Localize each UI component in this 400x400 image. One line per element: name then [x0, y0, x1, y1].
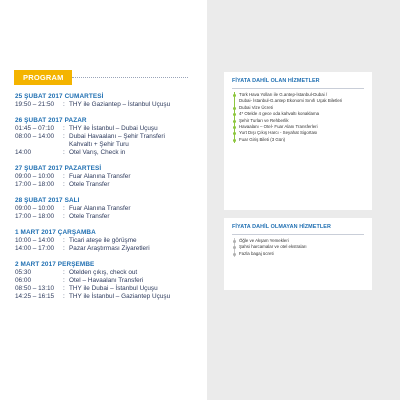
excluded-services-panel [224, 218, 372, 290]
row-separator: : [63, 285, 65, 292]
schedule-row [15, 181, 200, 189]
list-item-text: Şehir Turları ve Rehberlik [239, 117, 289, 123]
schedule-row [15, 125, 200, 133]
row-description: Otele Transfer [69, 213, 110, 220]
excluded-services-list [234, 238, 372, 257]
row-description: Fuar Alanına Transfer [69, 173, 131, 180]
list-item [239, 251, 372, 257]
row-separator: : [63, 277, 65, 284]
row-time: 19:50 – 21:50 [15, 101, 55, 108]
row-description: Kahvaltı + Şehir Turu [69, 141, 129, 148]
day-block [15, 165, 200, 189]
list-item-text: Fazla bagaj ücreti [239, 250, 274, 256]
schedule-row [15, 277, 200, 285]
row-separator: : [63, 237, 65, 244]
included-services-list [234, 92, 372, 143]
list-item-text: Öğle ve Akşam Yemekleri [239, 238, 289, 243]
list-item-text: Fuar Giriş Bileti (3 Gün) [239, 136, 286, 142]
day-block [15, 197, 200, 221]
schedule-row [15, 149, 200, 157]
list-item-text: Dubai- İstanbul-G.antep Ekonomi Sınıfı Uçak Biletleri [239, 98, 343, 104]
schedule-row [15, 237, 200, 245]
list-item-text: Dubai Vize Ücreti [239, 104, 273, 110]
excluded-services-title: FİYATA DAHİL OLMAYAN HİZMETLER [232, 224, 331, 230]
list-item-text: 4* Otelde 4 gece oda kahvaltı konaklama [239, 111, 320, 117]
panel-divider [232, 234, 364, 235]
schedule-row [15, 101, 200, 109]
day-block [15, 229, 200, 253]
row-description: Pazar Araştırması Ziyaretleri [69, 245, 150, 252]
bullet-icon [233, 253, 236, 256]
included-services-title: FİYATA DAHİL OLAN HİZMETLER [232, 78, 320, 84]
row-separator: : [63, 269, 65, 276]
row-separator: : [63, 173, 65, 180]
row-description: THY ile İstanbul – Dubai Uçuşu [69, 125, 158, 132]
day-title: 27 ŞUBAT 2017 PAZARTESİ [15, 165, 102, 172]
row-separator: : [63, 245, 65, 252]
row-description: Dubai Havaalanı – Şehir Transferi [69, 133, 165, 140]
bullet-icon [233, 107, 236, 110]
row-time: 14:00 [15, 149, 31, 156]
row-time [15, 141, 63, 149]
row-time: 14:00 – 17:00 [15, 245, 55, 252]
schedule-row [15, 141, 200, 149]
bullet-icon [233, 246, 236, 249]
program-schedule [15, 93, 200, 309]
row-time: 08:50 – 13:10 [15, 285, 55, 292]
schedule-row [15, 245, 200, 253]
day-title: 1 MART 2017 ÇARŞAMBA [15, 229, 96, 236]
schedule-row [15, 133, 200, 141]
row-description: Otel Varış, Check in [69, 149, 126, 156]
row-separator: : [63, 293, 65, 300]
row-time: 10:00 – 14:00 [15, 237, 55, 244]
list-item [239, 137, 372, 143]
panel-divider [232, 88, 364, 89]
row-time: 09:00 – 10:00 [15, 205, 55, 212]
row-description: Otel – Havaalanı Transferi [69, 277, 144, 284]
program-divider [72, 77, 188, 78]
row-time: 05:30 [15, 269, 31, 276]
row-separator: : [63, 101, 65, 108]
row-separator: : [63, 149, 65, 156]
row-separator: : [63, 213, 65, 220]
day-block [15, 117, 200, 157]
day-title: 28 ŞUBAT 2017 SALI [15, 197, 80, 204]
row-time: 09:00 – 10:00 [15, 173, 55, 180]
row-separator: : [63, 133, 65, 140]
row-separator: : [63, 125, 65, 132]
row-time: 06:00 [15, 277, 31, 284]
bullet-icon [233, 139, 236, 142]
day-title: 26 ŞUBAT 2017 PAZAR [15, 117, 87, 124]
row-time: 08:00 – 14:00 [15, 133, 55, 140]
day-block [15, 261, 200, 301]
row-description: Fuar Alanına Transfer [69, 205, 131, 212]
row-time: 01:45 – 07:10 [15, 125, 55, 132]
bullet-icon [233, 126, 236, 129]
list-item-text: Havaalanı – Otel- Fuar Alanı Transferleri [239, 124, 318, 130]
row-separator: : [63, 181, 65, 188]
schedule-row [15, 213, 200, 221]
row-description: Otele Transfer [69, 181, 110, 188]
list-item-text: Yurt Dışı Çıkış Harcı - Seyahat Sigortası [239, 130, 318, 136]
bullet-icon [233, 132, 236, 135]
schedule-row [15, 205, 200, 213]
row-time: 17:00 – 18:00 [15, 213, 55, 220]
schedule-row [15, 269, 200, 277]
day-block [15, 93, 200, 109]
row-description: Otelden çıkış, check out [69, 269, 138, 276]
row-description: THY ile İstanbul – Gaziantep Uçuşu [69, 293, 171, 300]
bullet-icon [233, 94, 236, 97]
included-services-panel [224, 72, 372, 210]
bullet-icon [233, 120, 236, 123]
schedule-row [15, 293, 200, 301]
list-item-text: Türk Hava Yolları ile G.antep-İstanbul-Dubai / [239, 92, 328, 97]
program-header: PROGRAM [14, 70, 72, 85]
schedule-row [15, 173, 200, 181]
row-description: THY ile Gaziantep – İstanbul Uçuşu [69, 101, 171, 108]
bullet-icon [233, 240, 236, 243]
day-title: 25 ŞUBAT 2017 CUMARTESİ [15, 93, 104, 100]
row-separator: : [63, 205, 65, 212]
row-time: 14:25 – 16:15 [15, 293, 55, 300]
day-title: 2 MART 2017 PERŞEMBE [15, 261, 95, 268]
row-description: Ticari ateşe ile görüşme [69, 237, 137, 244]
row-description: THY ile Dubai – İstanbul Uçuşu [69, 285, 158, 292]
row-time: 17:00 – 18:00 [15, 181, 55, 188]
list-item-text: Şahsi harcamalar ve otel ekstraları [239, 244, 307, 250]
bullet-icon [233, 113, 236, 116]
schedule-row [15, 285, 200, 293]
